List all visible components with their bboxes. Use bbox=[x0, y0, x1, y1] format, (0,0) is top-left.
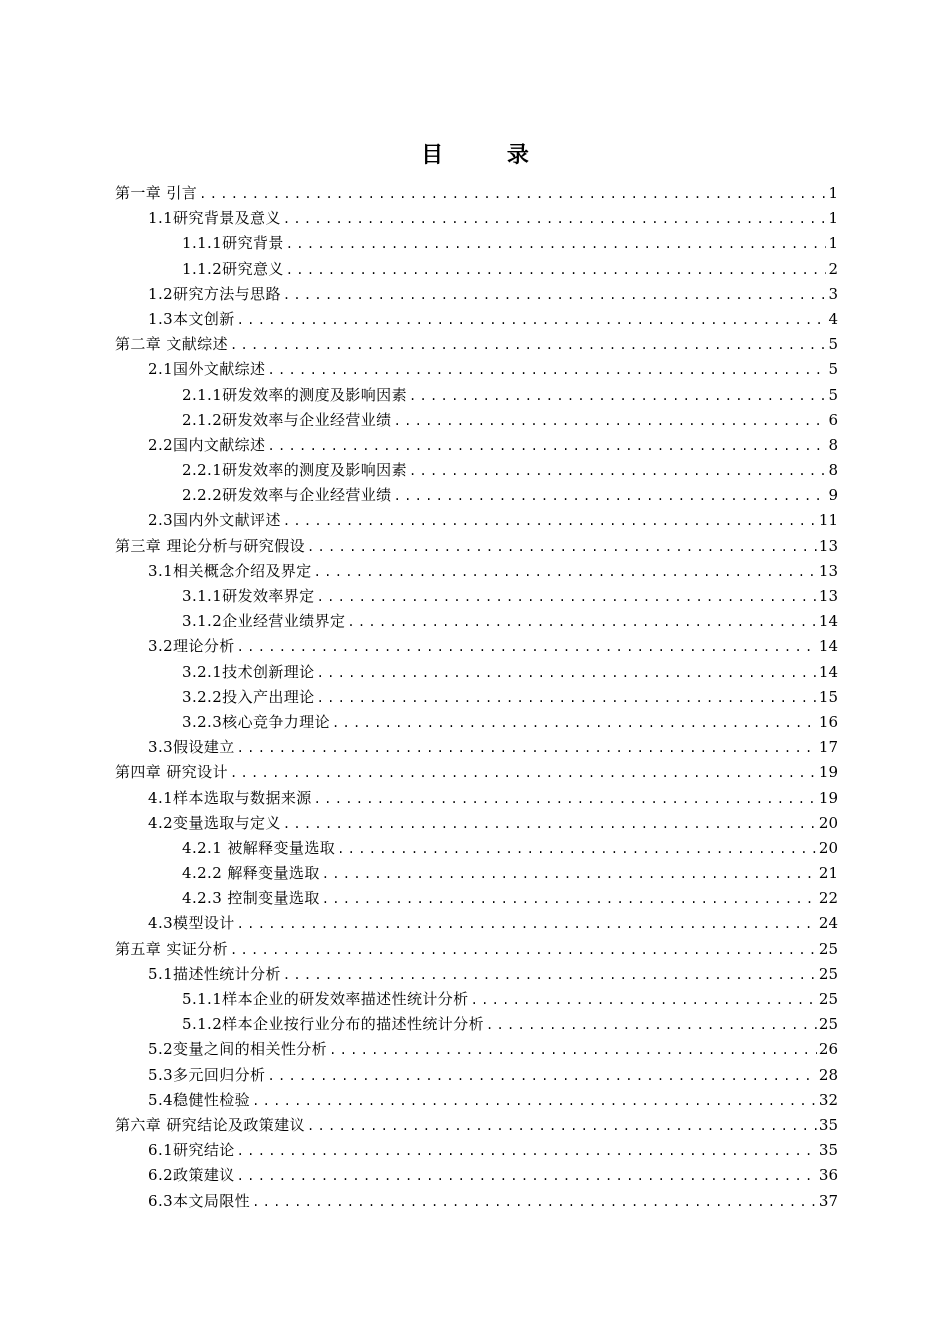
toc-entry[interactable] bbox=[115, 811, 838, 836]
toc-entry-label: 2.1.2研发效率与企业经营业绩 bbox=[182, 410, 392, 429]
dot-leader bbox=[286, 258, 827, 283]
toc-entry[interactable] bbox=[115, 408, 838, 433]
toc-entry-page-number: 22 bbox=[818, 889, 838, 908]
dot-leader bbox=[267, 358, 826, 383]
toc-entry[interactable] bbox=[115, 760, 838, 785]
toc-entry-page-number: 14 bbox=[818, 612, 838, 631]
toc-entry-page-number: 17 bbox=[818, 738, 838, 757]
toc-entry-page-number: 5 bbox=[828, 335, 838, 354]
toc-entry-page-number: 13 bbox=[818, 561, 838, 580]
dot-leader bbox=[237, 736, 817, 761]
dot-leader bbox=[237, 1139, 817, 1164]
dot-leader bbox=[314, 787, 817, 812]
toc-entry-label: 5.1.1样本企业的研发效率描述性统计分析 bbox=[182, 990, 469, 1008]
dot-leader bbox=[267, 1064, 816, 1089]
toc-entry-label: 5.1描述性统计分析 bbox=[148, 964, 281, 983]
toc-entry[interactable] bbox=[115, 1088, 838, 1113]
toc-entry-label: 1.1.2研究意义 bbox=[182, 259, 284, 278]
toc-entry-label: 2.1国外文献综述 bbox=[148, 360, 266, 379]
toc-entry[interactable] bbox=[115, 534, 838, 559]
toc-entry-label: 6.3本文局限性 bbox=[148, 1191, 251, 1210]
dot-leader bbox=[252, 1190, 817, 1215]
toc-entry[interactable] bbox=[115, 1138, 838, 1163]
toc-entry-page-number: 32 bbox=[818, 1090, 838, 1109]
toc-entry-page-number: 1 bbox=[828, 209, 838, 228]
dot-leader bbox=[230, 938, 817, 963]
dot-leader bbox=[237, 308, 827, 333]
toc-entry[interactable] bbox=[115, 660, 838, 685]
toc-entry[interactable] bbox=[115, 181, 838, 206]
toc-entry-label: 4.3模型设计 bbox=[148, 914, 235, 933]
toc-entry[interactable] bbox=[115, 584, 838, 609]
toc-entry[interactable] bbox=[115, 735, 838, 760]
toc-entry-label: 第六章 研究结论及政策建议 bbox=[115, 1115, 305, 1134]
toc-entry[interactable] bbox=[115, 836, 838, 861]
toc-entry-page-number: 26 bbox=[818, 1040, 838, 1059]
toc-entry[interactable] bbox=[115, 483, 838, 508]
toc-entry-page-number: 9 bbox=[828, 486, 838, 505]
toc-entry-page-number: 8 bbox=[828, 461, 838, 480]
toc-entry-page-number: 35 bbox=[818, 1115, 838, 1134]
dot-leader bbox=[486, 1013, 817, 1038]
toc-entry-label: 5.4稳健性检验 bbox=[148, 1090, 251, 1109]
dot-leader bbox=[322, 862, 817, 887]
toc-entry-page-number: 25 bbox=[818, 939, 838, 958]
toc-entry[interactable] bbox=[115, 861, 838, 886]
toc-entry[interactable] bbox=[115, 231, 838, 256]
toc-entry[interactable] bbox=[115, 786, 838, 811]
toc-entry-label: 3.2.3核心竞争力理论 bbox=[182, 712, 330, 731]
toc-entry-page-number: 16 bbox=[818, 712, 838, 731]
toc-entry-label: 3.3假设建立 bbox=[148, 738, 235, 757]
dot-leader bbox=[471, 988, 817, 1013]
toc-entry-label: 4.2变量选取与定义 bbox=[148, 813, 281, 832]
dot-leader bbox=[332, 711, 817, 736]
toc-entry-label: 2.2国内文献综述 bbox=[148, 435, 266, 454]
toc-entry-page-number: 35 bbox=[818, 1141, 838, 1160]
toc-entry-label: 第四章 研究设计 bbox=[115, 763, 228, 782]
dot-leader bbox=[337, 837, 817, 862]
toc-entry[interactable] bbox=[115, 911, 838, 936]
toc-entry-label: 5.1.2样本企业按行业分布的描述性统计分析 bbox=[182, 1015, 484, 1034]
toc-entry-page-number: 24 bbox=[818, 914, 838, 933]
toc-entry[interactable] bbox=[115, 937, 838, 962]
toc-entry-label: 5.3多元回归分析 bbox=[148, 1065, 266, 1084]
toc-entry-page-number: 13 bbox=[818, 536, 838, 555]
toc-entry[interactable] bbox=[115, 332, 838, 357]
toc-entry-label: 1.1.1研究背景 bbox=[182, 234, 284, 253]
toc-entry[interactable] bbox=[115, 1063, 838, 1088]
toc-entry[interactable] bbox=[115, 685, 838, 710]
dot-leader bbox=[347, 610, 817, 635]
toc-entry-label: 3.2.1技术创新理论 bbox=[182, 662, 315, 681]
toc-entry-label: 3.2理论分析 bbox=[148, 637, 235, 656]
toc-entry-label: 4.2.3 控制变量选取 bbox=[182, 889, 320, 908]
toc-entry[interactable] bbox=[115, 282, 838, 307]
toc-entry[interactable] bbox=[115, 206, 838, 231]
toc-entry[interactable] bbox=[115, 634, 838, 659]
toc-entry[interactable] bbox=[115, 508, 838, 533]
toc-entry-label: 1.2研究方法与思路 bbox=[148, 284, 281, 303]
toc-entry-label: 3.1.2企业经营业绩界定 bbox=[182, 612, 346, 631]
dot-leader bbox=[394, 484, 827, 509]
dot-leader bbox=[307, 1114, 817, 1139]
toc-entry-label: 4.2.2 解释变量选取 bbox=[182, 864, 320, 883]
dot-leader bbox=[267, 434, 826, 459]
toc-entry-page-number: 21 bbox=[818, 864, 838, 883]
dot-leader bbox=[283, 207, 827, 232]
toc-entry[interactable] bbox=[115, 458, 838, 483]
dot-leader bbox=[199, 182, 826, 207]
toc-entry-page-number: 14 bbox=[818, 662, 838, 681]
toc-entry-page-number: 20 bbox=[818, 838, 838, 857]
toc-entry[interactable] bbox=[115, 1113, 838, 1138]
toc-entry-label: 4.2.1 被解释变量选取 bbox=[182, 838, 336, 857]
dot-leader bbox=[329, 1038, 817, 1063]
toc-entry-label: 6.2政策建议 bbox=[148, 1166, 235, 1185]
toc-entry[interactable] bbox=[115, 559, 838, 584]
toc-entry-page-number: 19 bbox=[818, 788, 838, 807]
toc-entry-page-number: 15 bbox=[818, 687, 838, 706]
toc-entry[interactable] bbox=[115, 1163, 838, 1188]
toc-entry[interactable] bbox=[115, 962, 838, 987]
toc-entry[interactable] bbox=[115, 1037, 838, 1062]
toc-entry-page-number: 1 bbox=[828, 234, 838, 253]
dot-leader bbox=[283, 283, 827, 308]
toc-title: 目 录 bbox=[421, 143, 557, 168]
toc-entry-page-number: 5 bbox=[828, 385, 838, 404]
toc-entry-label: 6.1研究结论 bbox=[148, 1141, 235, 1160]
toc-entry-label: 2.2.2研发效率与企业经营业绩 bbox=[182, 486, 392, 505]
dot-leader bbox=[317, 585, 817, 610]
toc-entry-page-number: 3 bbox=[828, 284, 838, 303]
toc-entry-label: 2.2.1研发效率的测度及影响因素 bbox=[182, 461, 407, 480]
toc-entry[interactable] bbox=[115, 987, 838, 1012]
dot-leader bbox=[230, 761, 817, 786]
dot-leader bbox=[237, 1164, 817, 1189]
toc-entry[interactable] bbox=[115, 383, 838, 408]
dot-leader bbox=[283, 963, 817, 988]
dot-leader bbox=[322, 887, 817, 912]
toc-entry-page-number: 37 bbox=[818, 1191, 838, 1210]
toc-entry-label: 3.1相关概念介绍及界定 bbox=[148, 561, 312, 580]
toc-entry-page-number: 25 bbox=[818, 964, 838, 983]
toc-entry[interactable] bbox=[115, 433, 838, 458]
toc-entry-page-number: 19 bbox=[818, 763, 838, 782]
toc-entry-label: 第二章 文献综述 bbox=[115, 335, 228, 354]
toc-entry-page-number: 36 bbox=[818, 1166, 838, 1185]
dot-leader bbox=[237, 912, 817, 937]
dot-leader bbox=[317, 661, 817, 686]
toc-entry-label: 1.3本文创新 bbox=[148, 309, 235, 328]
toc-entry-page-number: 1 bbox=[828, 184, 838, 202]
toc-entry-page-number: 2 bbox=[828, 259, 838, 278]
toc-entry[interactable] bbox=[115, 609, 838, 634]
dot-leader bbox=[394, 409, 827, 434]
dot-leader bbox=[237, 635, 817, 660]
toc-entry-page-number: 14 bbox=[818, 637, 838, 656]
toc-entry-page-number: 25 bbox=[818, 990, 838, 1008]
toc-entry-page-number: 5 bbox=[828, 360, 838, 379]
toc-entry[interactable] bbox=[115, 1189, 838, 1214]
dot-leader bbox=[286, 232, 827, 257]
table-of-contents bbox=[115, 181, 838, 1214]
dot-leader bbox=[283, 509, 817, 534]
toc-entry[interactable] bbox=[115, 307, 838, 332]
toc-entry-page-number: 28 bbox=[818, 1065, 838, 1084]
dot-leader bbox=[252, 1089, 817, 1114]
toc-entry-label: 1.1研究背景及意义 bbox=[148, 209, 281, 228]
dot-leader bbox=[409, 384, 826, 409]
toc-entry-page-number: 13 bbox=[818, 587, 838, 605]
toc-entry-page-number: 25 bbox=[818, 1015, 838, 1034]
dot-leader bbox=[230, 333, 826, 358]
toc-entry-page-number: 4 bbox=[828, 309, 838, 328]
toc-entry-page-number: 6 bbox=[828, 410, 838, 429]
toc-entry[interactable] bbox=[115, 257, 838, 282]
toc-entry-page-number: 8 bbox=[828, 435, 838, 454]
dot-leader bbox=[307, 535, 817, 560]
dot-leader bbox=[409, 459, 826, 484]
toc-entry[interactable] bbox=[115, 886, 838, 911]
toc-entry-label: 4.1样本选取与数据来源 bbox=[148, 788, 312, 807]
toc-entry-label: 2.3国内外文献评述 bbox=[148, 511, 281, 530]
toc-entry[interactable] bbox=[115, 357, 838, 382]
toc-entry-label: 5.2变量之间的相关性分析 bbox=[148, 1040, 328, 1059]
dot-leader bbox=[314, 560, 817, 585]
dot-leader bbox=[283, 812, 817, 837]
toc-entry-label: 2.1.1研发效率的测度及影响因素 bbox=[182, 385, 407, 404]
toc-entry-label: 第五章 实证分析 bbox=[115, 939, 228, 958]
toc-entry-page-number: 20 bbox=[818, 813, 838, 832]
toc-entry-label: 第一章 引言 bbox=[115, 184, 198, 202]
toc-entry-label: 3.2.2投入产出理论 bbox=[182, 687, 315, 706]
toc-entry-label: 3.1.1研发效率界定 bbox=[182, 587, 315, 605]
toc-entry[interactable] bbox=[115, 1012, 838, 1037]
dot-leader bbox=[317, 686, 817, 711]
toc-entry-page-number: 11 bbox=[818, 511, 838, 530]
toc-entry-label: 第三章 理论分析与研究假设 bbox=[115, 536, 305, 555]
toc-entry[interactable] bbox=[115, 710, 838, 735]
